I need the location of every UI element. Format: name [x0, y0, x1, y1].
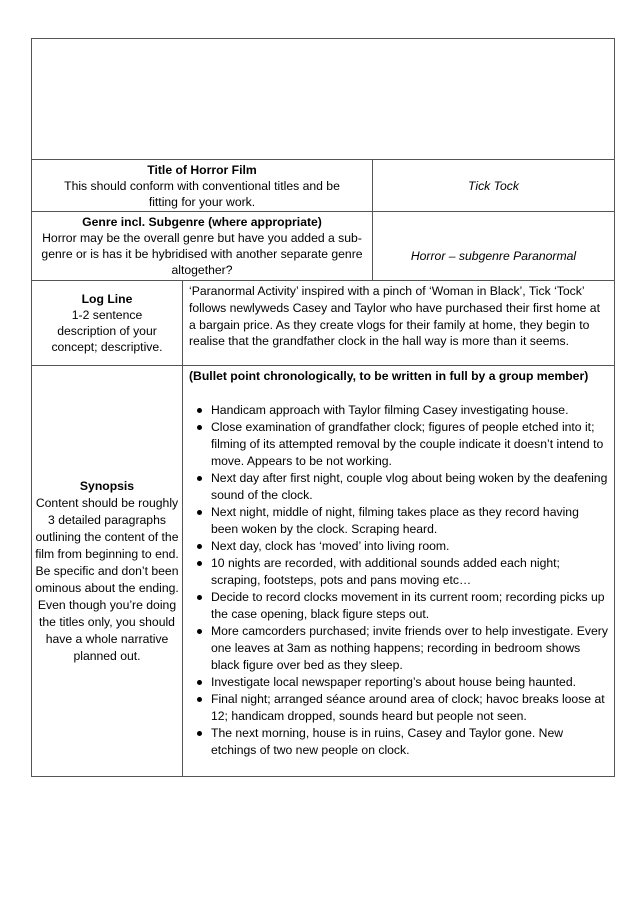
synopsis-value-cell [182, 365, 615, 777]
genre-description: Horror may be the overall genre but have you added a sub-genre or is has it be hybridised with another separate genre altogether? [41, 231, 363, 277]
logline-description: 1-2 sentence description of your concept; descriptive. [51, 308, 163, 354]
film-title-value: Tick Tock [468, 178, 519, 193]
title-description: This should conform with conventional titles and be fitting for your work. [64, 178, 340, 209]
logline-value: ‘Paranormal Activity’ inspired with a pinch of ‘Woman in Black’, Tick ‘Tock’ follows newlyweds Casey and Taylor who have purchased their first home at a bargain price. As they create vlogs for their family at home, they begin to realise that the grandfather clock in the hall way is more than it seems. [189, 284, 600, 349]
logline-heading: Log Line [81, 292, 133, 306]
list-item: Next night, middle of night, filming takes place as they record having been woken by the clock. Scraping heard. [189, 504, 608, 538]
list-item: Next day, clock has ‘moved’ into living room. [189, 538, 608, 555]
list-item: The next morning, house is in ruins, Casey and Taylor gone. New etchings of two new people on clock. [189, 725, 608, 759]
header-empty-box [31, 38, 615, 160]
list-item: Investigate local newspaper reporting’s about house being haunted. [189, 674, 608, 691]
genre-value: Horror – subgenre Paranormal [410, 249, 577, 263]
title-label-cell [31, 159, 373, 212]
list-item: Final night; arranged séance around area of clock; havoc breaks loose at 12; handicam dropped, sounds heard but people not seen. [189, 691, 608, 725]
list-item: 10 nights are recorded, with additional sounds added each night; scraping, footsteps, pots and pans moving etc… [189, 555, 608, 589]
synopsis-label-cell [31, 365, 183, 777]
synopsis-bullet-list [189, 402, 608, 759]
list-item: More camcorders purchased; invite friends over to help investigate. Every one leaves at 3am as nothing happens; recording in bedroom shows black figure over bed as they sleep. [189, 623, 608, 674]
list-item: Decide to record clocks movement in its current room; recording picks up the case opening, black figure steps out. [189, 589, 608, 623]
synopsis-instruction: (Bullet point chronologically, to be written in full by a group member) [189, 369, 589, 383]
logline-value-cell [182, 280, 615, 366]
genre-value-cell [372, 211, 615, 281]
genre-label-cell [31, 211, 373, 281]
title-value-cell [372, 159, 615, 212]
list-item: Handicam approach with Taylor filming Casey investigating house. [189, 402, 608, 419]
list-item: Close examination of grandfather clock; figures of people etched into it; filming of its attempted removal by the couple indicate it doesn’t intend to move. Appears to be not working. [189, 419, 608, 470]
list-item: Next day after first night, couple vlog about being woken by the deafening sound of the clock. [189, 470, 608, 504]
logline-label-cell [31, 280, 183, 366]
title-heading: Title of Horror Film [147, 162, 257, 177]
synopsis-description: Content should be roughly 3 detailed paragraphs outlining the content of the film from beginning to end. Be specific and don’t been ominous about the ending. Even though you’re doing the titles only, you should have a whole narrative planned out. [35, 495, 179, 663]
genre-heading: Genre incl. Subgenre (where appropriate) [82, 215, 322, 229]
synopsis-heading: Synopsis [79, 478, 135, 493]
